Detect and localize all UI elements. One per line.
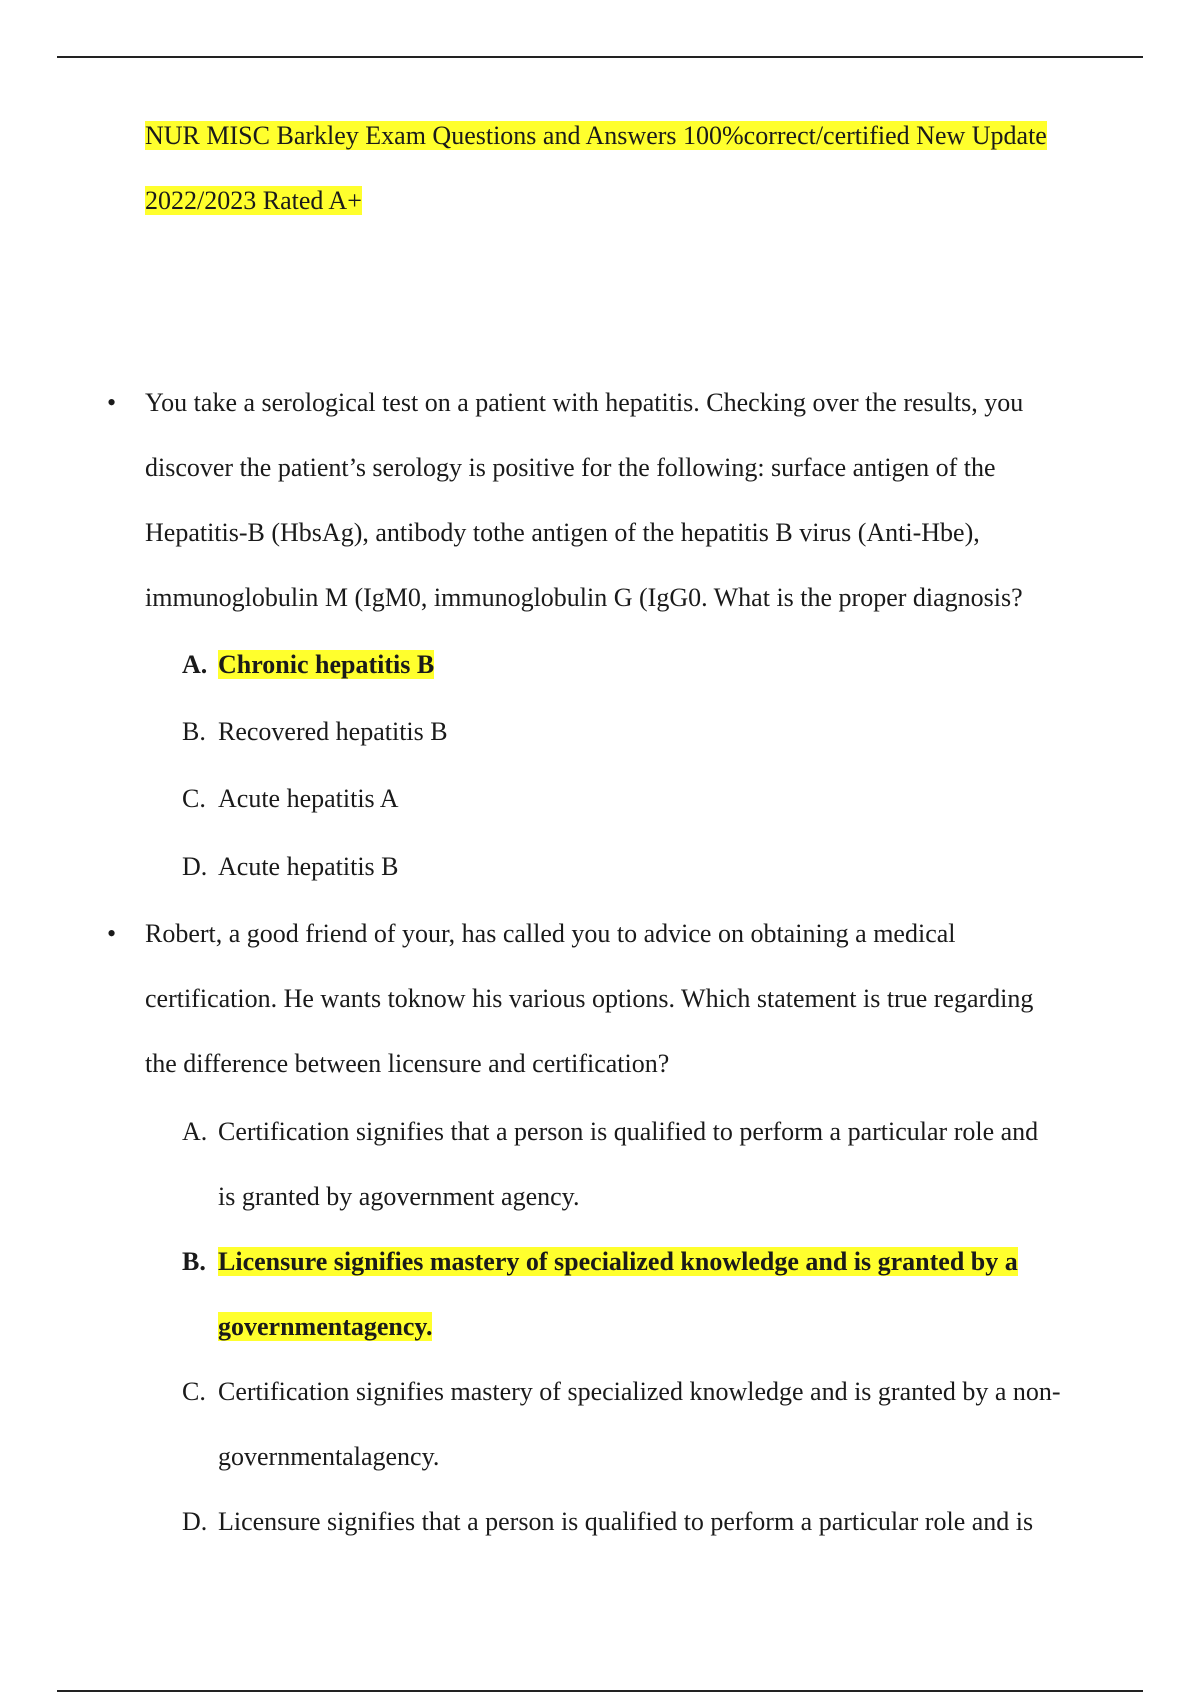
question-1-option-a <box>182 650 434 680</box>
question-2-option-a <box>182 1117 1038 1147</box>
option-letter: C. <box>182 1377 206 1406</box>
question-2-option-d <box>182 1507 1033 1537</box>
option-letter: A. <box>182 650 208 679</box>
option-text: Acute hepatitis B <box>218 852 399 881</box>
bullet-icon: • <box>107 919 117 948</box>
document-title-line-2 <box>145 183 362 219</box>
option-letter: B. <box>182 1247 206 1276</box>
bullet-icon: • <box>107 388 117 417</box>
question-2-option-b-cont <box>218 1312 432 1342</box>
question-2-option-a-cont: is granted by agovernment agency. <box>218 1182 580 1211</box>
option-letter: A. <box>182 1117 208 1146</box>
question-2-option-c <box>182 1377 1061 1407</box>
header-rule <box>57 56 1143 58</box>
title-highlight-2: 2022/2023 Rated A+ <box>145 186 362 215</box>
question-1-line-2: discover the patient’s serology is positive for the following: surface antigen of the <box>145 453 996 482</box>
option-letter: C. <box>182 784 206 813</box>
option-text-correct: Chronic hepatitis B <box>218 650 435 679</box>
question-2-option-b <box>182 1247 1018 1277</box>
option-text: Certification signifies mastery of specialized knowledge and is granted by a non- <box>218 1377 1061 1406</box>
question-1-line-3: Hepatitis-B (HbsAg), antibody tothe antigen of the hepatitis B virus (Anti-Hbe), <box>145 518 980 547</box>
option-letter: B. <box>182 717 206 746</box>
question-2-option-c-cont: governmentalagency. <box>218 1442 440 1471</box>
question-2-line-1: Robert, a good friend of your, has called you to advice on obtaining a medical <box>145 919 956 948</box>
question-1-line-4: immunoglobulin M (IgM0, immunoglobulin G (IgG0. What is the proper diagnosis? <box>145 583 1023 612</box>
option-text: Licensure signifies that a person is qualified to perform a particular role and is <box>218 1507 1034 1536</box>
question-1-line-1: You take a serological test on a patient with hepatitis. Checking over the results, you <box>145 388 1024 417</box>
option-letter: D. <box>182 1507 208 1536</box>
option-text: Acute hepatitis A <box>218 784 399 813</box>
question-1-option-d <box>182 852 399 882</box>
option-text-correct-cont: governmentagency. <box>218 1312 433 1341</box>
question-1-option-c <box>182 784 399 814</box>
option-text-correct: Licensure signifies mastery of specialized knowledge and is granted by a <box>218 1247 1018 1276</box>
question-2-line-3: the difference between licensure and certification? <box>145 1049 670 1078</box>
document-title-line-1 <box>145 118 1047 154</box>
question-2-line-2: certification. He wants toknow his various options. Which statement is true regarding <box>145 984 1034 1013</box>
question-1-option-b <box>182 717 448 747</box>
title-highlight-1: NUR MISC Barkley Exam Questions and Answers 100%correct/certified New Update <box>145 121 1047 150</box>
option-text: Certification signifies that a person is qualified to perform a particular role and <box>218 1117 1039 1146</box>
option-text: Recovered hepatitis B <box>218 717 448 746</box>
option-letter: D. <box>182 852 208 881</box>
footer-rule <box>57 1690 1143 1692</box>
